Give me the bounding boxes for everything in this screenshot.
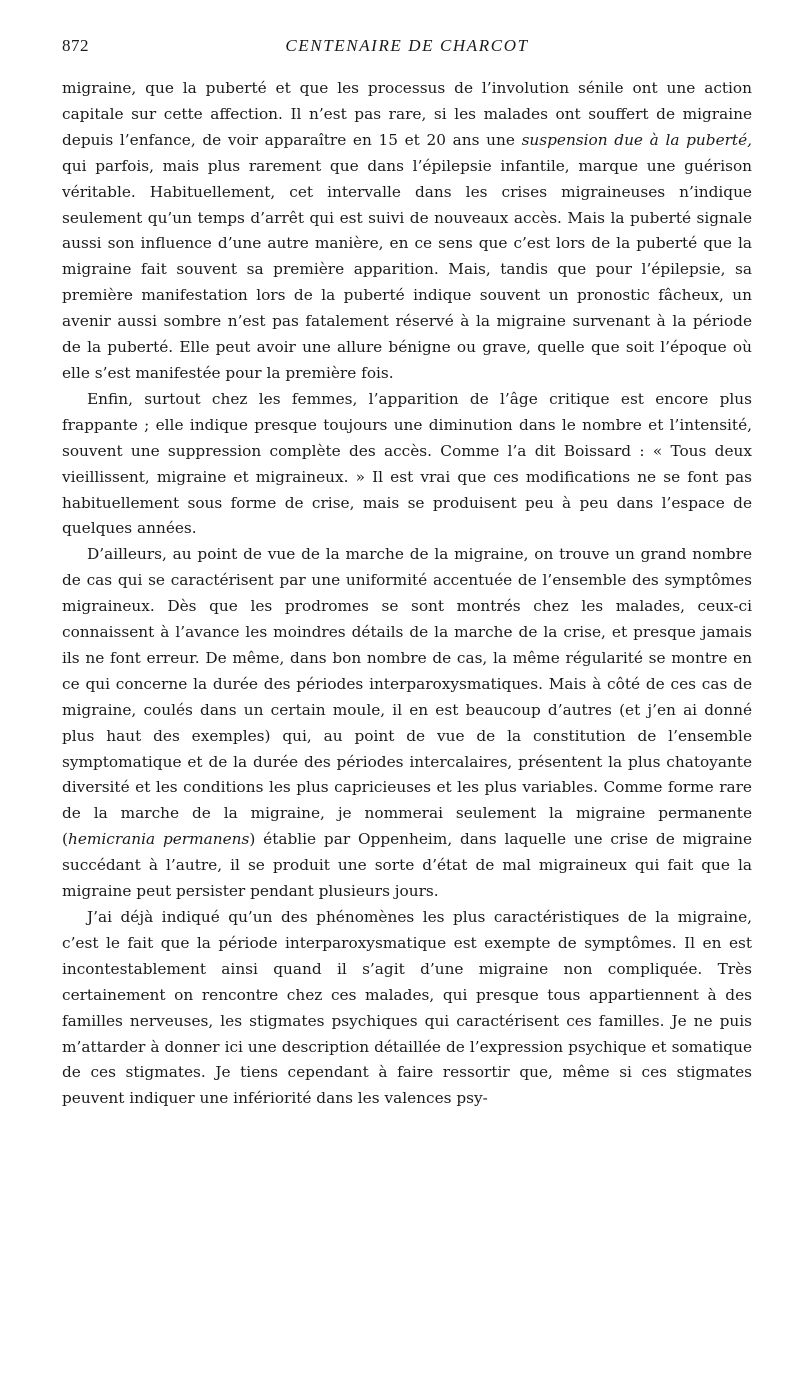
running-header [62,36,752,70]
book-page [62,36,752,1112]
paragraph-1-text-a: migraine, que la puberté et que les processus de l’involution sénile ont une action capitale sur cette affection. Il n’est pas rare, si les malades ont souffert de migraine depuis l’enfance, de voir apparaître en 15 et 20 ans une [62,79,752,149]
paragraph-3-text-b: ) établie par Oppenheim, dans laquelle une crise de migraine succédant à l’autre, il se produit une sorte d’état de mal migraineux qui fait que la migraine peut persister pendant plusieurs jours. [62,830,753,901]
paragraph-3-text-a: D’ailleurs, au point de vue de la marche de la migraine, on trouve un grand nombre de cas qui se caractérisent par une uniformité accentuée de l’ensemble des symptômes migraineux. Dès que les prodromes se sont montrés chez les malades, ceux-ci connaissent à l’avance les moindres détails de la marche de la crise, et presque jamais ils ne font erreur. De même, dans bon nombre de cas, la même régularité se montre en ce qui concerne la durée des périodes interparoxysmatiques. Mais à côté de ces cas de migraine, coulés dans un certain moule, il en est beaucoup d’autres (et j’en ai donné plus haut des exemples) qui, au point de vue de la constitution de l’ensemble symptomatique et de la durée des périodes intercalaires, présentent la plus chatoyante diversité et les conditions les plus capricieuses et les plus variables. Comme forme rare de la marche de la migraine, je nommerai seulement la migraine permanente ( [62,545,752,849]
body-text [62,76,752,1112]
paragraph-4-text: J’ai déjà indiqué qu’un des phénomènes les plus caractéristiques de la migraine, c’est le fait que la période interparoxysmatique est exempte de symptômes. Il en est incontestablement ainsi quand il s’agit d’une migraine non compliquée. Très certainement on rencontre chez ces malades, qui presque tous appartiennent à des familles nerveuses, les stigmates psychiques qui caractérisent ces familles. Je ne puis m’attarder à donner ici une description détaillée de l’expression psychique et somatique de ces stigmates. Je tiens cependant à faire ressortir que, même si ces stigmates peuvent indiquer une infériorité dans les valences psy- [62,908,752,1108]
running-title: CENTENAIRE DE CHARCOT [285,36,529,55]
paragraph-1 [62,76,752,387]
page-number: 872 [62,36,89,55]
paragraph-4 [62,905,752,1112]
paragraph-3 [62,542,752,905]
paragraph-1-text-b: qui parfois, mais plus rarement que dans l’épilepsie infantile, marque une guérison véritable. Habituellement, cet intervalle dans les crises migraineuses n’indique seulement qu’un temps d’arrêt qui est suivi de nouveaux accès. Mais la puberté signale aussi son influence d’une autre manière, en ce sens que c’est lors de la puberté que la migraine fait souvent sa première apparition. Mais, tandis que pour l’épilepsie, sa première manifestation lors de la puberté indique souvent un pronostic fâcheux, un avenir aussi sombre n’est pas fatalement réservé à la migraine survenant à la période de la puberté. Elle peut avoir une allure bénigne ou grave, quelle que soit l’époque où elle s’est manifestée pour la première fois. [62,156,752,382]
paragraph-2-text: Enfin, surtout chez les femmes, l’apparition de l’âge critique est encore plus frappante ; elle indique presque toujours une diminution dans le nombre et l’intensité, souvent une suppression complète des accès. Comme l’a dit Boissard : « Tous deux vieillissent, migraine et migraineux. » Il est vrai que ces modifications ne se font pas habituellement sous forme de crise, mais se produisent peu à peu dans l’espace de quelques années. [62,389,752,538]
paragraph-2 [62,387,752,542]
paragraph-3-italic: hemicrania permanens [67,830,250,849]
paragraph-1-italic: suspension due à la puberté, [521,130,752,149]
